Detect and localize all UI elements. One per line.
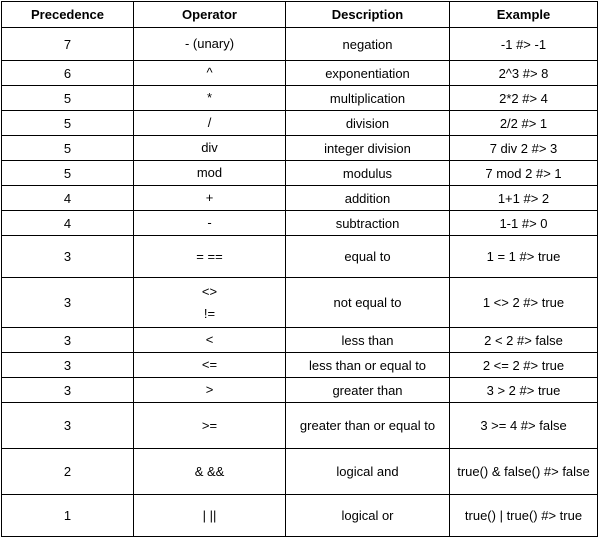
operator-text: mod bbox=[196, 165, 223, 180]
table-row bbox=[2, 353, 598, 378]
operator-cell bbox=[134, 236, 286, 278]
operator-cell bbox=[134, 161, 286, 186]
precedence-cell: 3 bbox=[2, 278, 134, 328]
example-cell: 7 div 2 #> 3 bbox=[450, 136, 598, 161]
operator-text: >= bbox=[201, 417, 218, 433]
description-cell: addition bbox=[286, 186, 450, 211]
table-row bbox=[2, 495, 598, 537]
precedence-cell: 3 bbox=[2, 236, 134, 278]
precedence-cell: 7 bbox=[2, 28, 134, 61]
description-cell: negation bbox=[286, 28, 450, 61]
operator-cell bbox=[134, 86, 286, 111]
header-precedence: Precedence bbox=[2, 2, 134, 28]
precedence-cell: 6 bbox=[2, 61, 134, 86]
description-cell: greater than bbox=[286, 378, 450, 403]
operator-cell bbox=[134, 28, 286, 61]
description-cell: subtraction bbox=[286, 211, 450, 236]
example-cell: 7 mod 2 #> 1 bbox=[450, 161, 598, 186]
example-cell: 1 = 1 #> true bbox=[450, 236, 598, 278]
table-body bbox=[2, 28, 598, 537]
table-row bbox=[2, 111, 598, 136]
operator-text: < bbox=[205, 332, 214, 347]
operator-text: = == bbox=[196, 248, 223, 264]
operator-text: - bbox=[207, 215, 212, 230]
precedence-cell: 4 bbox=[2, 186, 134, 211]
table-row bbox=[2, 328, 598, 353]
operator-precedence-table bbox=[1, 1, 598, 537]
operator-cell bbox=[134, 61, 286, 86]
description-cell: modulus bbox=[286, 161, 450, 186]
operator-cell bbox=[134, 403, 286, 449]
operator-text: div bbox=[201, 140, 218, 155]
precedence-cell: 5 bbox=[2, 86, 134, 111]
operator-cell bbox=[134, 111, 286, 136]
operator-text: & && bbox=[194, 463, 225, 479]
operator-cell bbox=[134, 186, 286, 211]
header-description: Description bbox=[286, 2, 450, 28]
precedence-cell: 5 bbox=[2, 111, 134, 136]
table-row bbox=[2, 61, 598, 86]
table-row bbox=[2, 449, 598, 495]
operator-cell bbox=[134, 328, 286, 353]
operator-cell bbox=[134, 449, 286, 495]
example-cell: true() & false() #> false bbox=[450, 449, 598, 495]
table-row bbox=[2, 278, 598, 328]
precedence-cell: 2 bbox=[2, 449, 134, 495]
precedence-cell: 4 bbox=[2, 211, 134, 236]
operator-cell bbox=[134, 211, 286, 236]
operator-text: > bbox=[205, 382, 214, 397]
operator-text: <= bbox=[201, 357, 218, 372]
example-cell: 2^3 #> 8 bbox=[450, 61, 598, 86]
operator-cell bbox=[134, 495, 286, 537]
operator-text: + bbox=[205, 190, 214, 205]
description-cell: equal to bbox=[286, 236, 450, 278]
table-row bbox=[2, 136, 598, 161]
table-row bbox=[2, 28, 598, 61]
description-cell: exponentiation bbox=[286, 61, 450, 86]
description-cell: less than or equal to bbox=[286, 353, 450, 378]
operator-text: / bbox=[207, 115, 212, 130]
precedence-cell: 3 bbox=[2, 328, 134, 353]
table-row bbox=[2, 378, 598, 403]
table-row bbox=[2, 403, 598, 449]
description-cell: not equal to bbox=[286, 278, 450, 328]
example-cell: 3 >= 4 #> false bbox=[450, 403, 598, 449]
precedence-cell: 1 bbox=[2, 495, 134, 537]
header-example: Example bbox=[450, 2, 598, 28]
example-cell: 1+1 #> 2 bbox=[450, 186, 598, 211]
table-row bbox=[2, 211, 598, 236]
operator-text: - (unary) bbox=[184, 36, 235, 51]
description-cell: logical and bbox=[286, 449, 450, 495]
operator-cell bbox=[134, 136, 286, 161]
table-row bbox=[2, 186, 598, 211]
precedence-cell: 3 bbox=[2, 378, 134, 403]
operator-cell bbox=[134, 378, 286, 403]
description-cell: division bbox=[286, 111, 450, 136]
operator-text: ^ bbox=[206, 65, 213, 80]
description-cell: multiplication bbox=[286, 86, 450, 111]
precedence-cell: 3 bbox=[2, 353, 134, 378]
operator-text: <> bbox=[201, 283, 218, 299]
precedence-cell: 5 bbox=[2, 161, 134, 186]
example-cell: 2*2 #> 4 bbox=[450, 86, 598, 111]
operator-text: != bbox=[203, 305, 216, 321]
example-cell: 3 > 2 #> true bbox=[450, 378, 598, 403]
description-cell: logical or bbox=[286, 495, 450, 537]
table-row bbox=[2, 236, 598, 278]
example-cell: -1 #> -1 bbox=[450, 28, 598, 61]
example-cell: 2 < 2 #> false bbox=[450, 328, 598, 353]
operator-cell bbox=[134, 278, 286, 328]
precedence-cell: 5 bbox=[2, 136, 134, 161]
example-cell: 2/2 #> 1 bbox=[450, 111, 598, 136]
example-cell: 1-1 #> 0 bbox=[450, 211, 598, 236]
operator-text: | || bbox=[202, 507, 217, 523]
header-row bbox=[2, 2, 598, 28]
example-cell: 2 <= 2 #> true bbox=[450, 353, 598, 378]
description-cell: integer division bbox=[286, 136, 450, 161]
description-cell: greater than or equal to bbox=[286, 403, 450, 449]
table-row bbox=[2, 86, 598, 111]
header-operator: Operator bbox=[134, 2, 286, 28]
operator-text: * bbox=[206, 90, 213, 105]
operator-cell bbox=[134, 353, 286, 378]
example-cell: true() | true() #> true bbox=[450, 495, 598, 537]
description-cell: less than bbox=[286, 328, 450, 353]
example-cell: 1 <> 2 #> true bbox=[450, 278, 598, 328]
table-row bbox=[2, 161, 598, 186]
precedence-cell: 3 bbox=[2, 403, 134, 449]
